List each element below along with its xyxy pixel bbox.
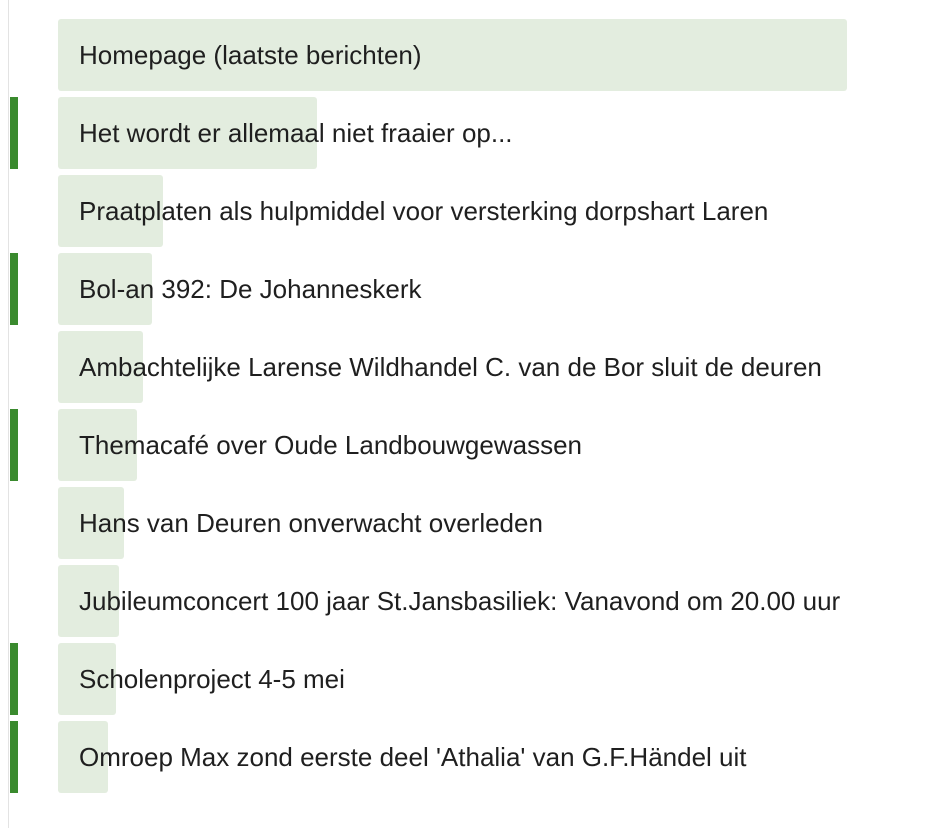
list-item-label: Het wordt er allemaal niet fraaier op...	[79, 118, 513, 148]
list-item-label: Homepage (laatste berichten)	[79, 40, 422, 70]
change-marker	[10, 253, 18, 325]
list-item-label: Hans van Deuren onverwacht overleden	[79, 508, 543, 538]
list-item[interactable]	[0, 331, 934, 403]
change-marker	[10, 721, 18, 793]
list-item-label: Scholenproject 4-5 mei	[79, 664, 345, 694]
list-item-label: Praatplaten als hulpmiddel voor versterking dorpshart Laren	[79, 196, 769, 226]
change-marker	[10, 409, 18, 481]
list-item-label: Jubileumconcert 100 jaar St.Jansbasiliek: Vanavond om 20.00 uur	[79, 586, 841, 616]
change-marker	[10, 97, 18, 169]
list-item[interactable]	[0, 19, 934, 91]
list-item[interactable]	[0, 409, 934, 481]
list-item[interactable]	[0, 643, 934, 715]
list-item[interactable]	[0, 565, 934, 637]
list-item[interactable]	[0, 721, 934, 793]
page-list	[0, 19, 934, 799]
list-item[interactable]	[0, 487, 934, 559]
list-item[interactable]	[0, 97, 934, 169]
change-marker	[10, 643, 18, 715]
list-item[interactable]	[0, 253, 934, 325]
list-item-label: Omroep Max zond eerste deel 'Athalia' van G.F.Händel uit	[79, 742, 747, 772]
list-item-label: Ambachtelijke Larense Wildhandel C. van de Bor sluit de deuren	[79, 352, 822, 382]
list-item-label: Bol-an 392: De Johanneskerk	[79, 274, 422, 304]
list-item-label: Themacafé over Oude Landbouwgewassen	[79, 430, 582, 460]
list-item[interactable]	[0, 175, 934, 247]
